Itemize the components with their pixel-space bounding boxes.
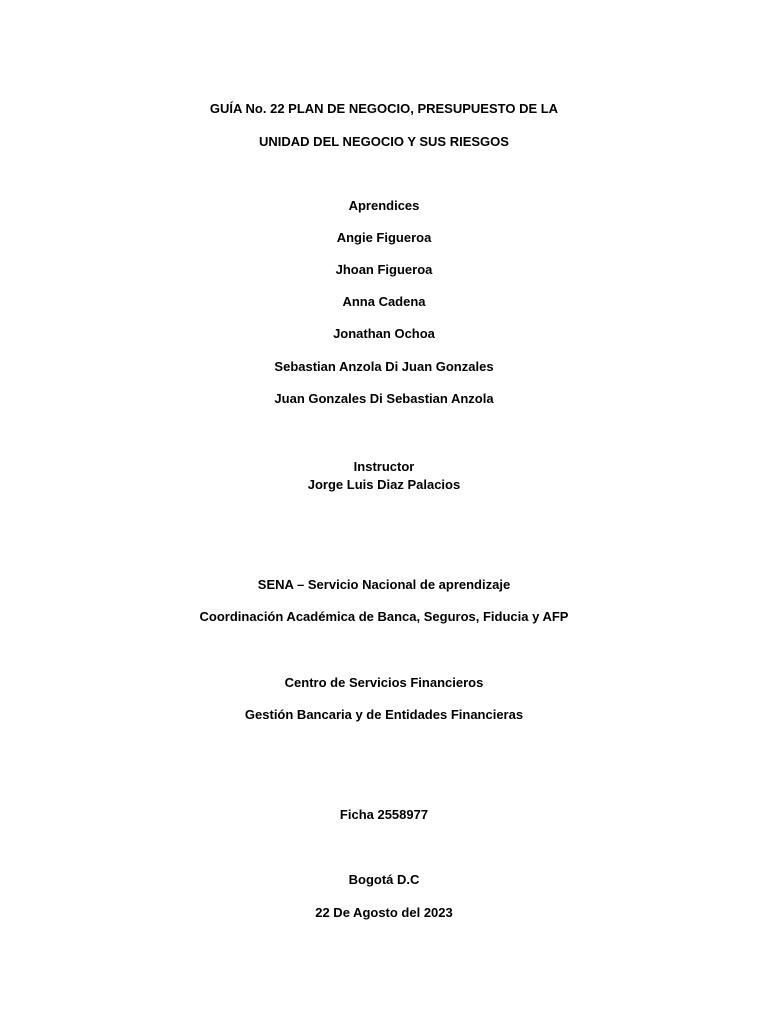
date: 22 De Agosto del 2023: [315, 905, 453, 920]
apprentice-name: Angie Figueroa: [336, 230, 432, 245]
institution-program: Gestión Bancaria y de Entidades Financieras: [244, 707, 524, 722]
place: Bogotá D.C: [348, 872, 420, 887]
ficha-number: Ficha 2558977: [339, 807, 429, 822]
institution-coordination: Coordinación Académica de Banca, Seguros, Fiducia y AFP: [199, 609, 569, 624]
apprentice-name: Anna Cadena: [342, 294, 426, 309]
title-line-2: UNIDAD DEL NEGOCIO Y SUS RIESGOS: [259, 134, 509, 149]
instructor-heading: Instructor: [353, 459, 415, 474]
apprentices-heading: Aprendices: [348, 198, 420, 213]
institution-name: SENA – Servicio Nacional de aprendizaje: [257, 577, 511, 592]
title-line-1: GUÍA No. 22 PLAN DE NEGOCIO, PRESUPUESTO DE LA: [209, 101, 559, 116]
institution-center: Centro de Servicios Financieros: [284, 675, 484, 690]
apprentice-name: Jonathan Ochoa: [333, 326, 435, 341]
instructor-name: Jorge Luis Diaz Palacios: [307, 477, 461, 492]
apprentice-name: Juan Gonzales Di Sebastian Anzola: [274, 391, 494, 406]
apprentice-name: Sebastian Anzola Di Juan Gonzales: [274, 359, 494, 374]
apprentice-name: Jhoan Figueroa: [335, 262, 433, 277]
